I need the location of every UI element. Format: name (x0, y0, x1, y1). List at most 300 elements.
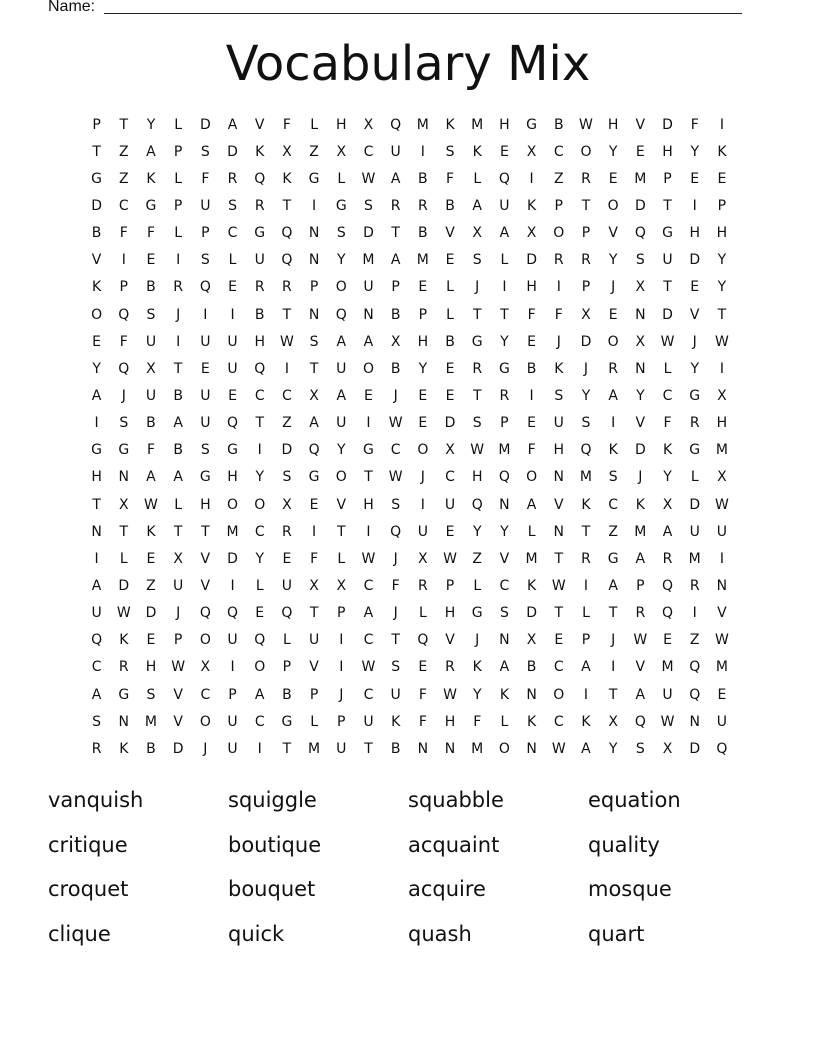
grid-letter: T (500, 306, 509, 323)
grid-letter: R (689, 577, 700, 594)
grid-letter: E (690, 279, 700, 296)
grid-letter: T (337, 523, 346, 540)
grid-letter: V (309, 659, 319, 676)
grid-letter: G (91, 170, 103, 187)
word-list-row (48, 912, 768, 957)
grid-letter: K (608, 442, 618, 459)
grid-letter: V (254, 116, 265, 133)
grid-letter: A (390, 252, 401, 269)
grid-letter: W (361, 659, 376, 676)
grid-letter: W (171, 659, 186, 676)
grid-letter: Y (690, 360, 699, 377)
grid-letter: B (526, 360, 537, 377)
grid-letter: K (445, 116, 455, 133)
grid-letter: R (581, 550, 591, 567)
grid-row (83, 301, 736, 328)
word-list-item: squiggle (228, 788, 317, 813)
grid-letter: V (173, 713, 183, 730)
grid-letter: V (336, 496, 347, 513)
word-search-grid (83, 111, 736, 762)
grid-letter: C (553, 659, 564, 676)
grid-letter: U (227, 740, 238, 757)
grid-letter: Q (662, 577, 674, 594)
grid-letter: P (636, 577, 645, 594)
grid-letter: S (92, 713, 102, 730)
grid-letter: N (308, 252, 320, 269)
grid-letter: R (282, 279, 292, 296)
grid-letter: Z (553, 170, 564, 187)
grid-letter: Y (581, 387, 591, 404)
grid-letter: D (118, 577, 130, 594)
grid-letter: I (257, 442, 262, 459)
grid-letter: I (176, 252, 181, 269)
grid-letter: C (662, 387, 673, 404)
grid-row (83, 681, 736, 708)
grid-letter: L (174, 496, 183, 513)
grid-letter: K (635, 496, 645, 513)
grid-letter: X (309, 387, 319, 404)
grid-letter: M (416, 252, 429, 269)
grid-letter: Z (118, 143, 129, 160)
grid-letter: T (309, 360, 319, 377)
grid-letter: L (310, 713, 318, 730)
grid-letter: H (553, 442, 565, 459)
grid-letter: A (472, 197, 482, 214)
grid-letter: S (336, 225, 346, 242)
grid-letter: H (336, 116, 347, 133)
word-list-item: croquet (48, 877, 129, 902)
grid-letter: I (719, 116, 724, 133)
grid-letter: K (527, 197, 537, 214)
grid-letter: U (689, 523, 700, 540)
grid-letter: E (717, 170, 727, 187)
grid-letter: U (363, 713, 374, 730)
grid-letter: P (282, 659, 292, 676)
grid-letter: C (282, 387, 292, 404)
grid-letter: K (554, 360, 564, 377)
grid-letter: S (499, 605, 509, 622)
grid-letter: U (390, 686, 401, 703)
grid-letter: T (608, 686, 618, 703)
grid-letter: V (445, 225, 455, 242)
grid-letter: M (525, 550, 538, 567)
grid-letter: T (173, 523, 183, 540)
grid-letter: A (91, 686, 102, 703)
grid-letter: X (282, 496, 292, 513)
grid-letter: Y (255, 550, 264, 567)
grid-letter: W (551, 740, 566, 757)
grid-letter: P (337, 713, 346, 730)
word-list-item: boutique (228, 832, 322, 857)
grid-letter: E (309, 496, 319, 513)
grid-letter: J (638, 469, 643, 486)
grid-letter: B (390, 306, 401, 323)
grid-letter: J (420, 469, 425, 486)
grid-letter: T (119, 523, 129, 540)
grid-letter: K (717, 143, 727, 160)
grid-letter: I (611, 659, 616, 676)
grid-letter: U (200, 333, 211, 350)
grid-letter: Y (146, 116, 156, 133)
grid-letter: L (446, 306, 454, 323)
grid-letter: G (471, 333, 483, 350)
grid-letter: L (255, 577, 264, 594)
grid-letter: A (635, 550, 646, 567)
grid-letter: A (581, 740, 591, 757)
grid-letter: I (366, 523, 371, 540)
word-list-item: quash (408, 921, 472, 946)
grid-letter: X (526, 632, 537, 649)
grid-letter: N (417, 740, 429, 757)
grid-letter: U (227, 333, 238, 350)
grid-letter: V (635, 659, 646, 676)
grid-letter: T (391, 225, 400, 242)
grid-letter: U (281, 577, 293, 594)
grid-letter: I (529, 170, 534, 187)
grid-letter: E (445, 360, 455, 377)
grid-letter: U (662, 686, 673, 703)
grid-letter: A (662, 523, 673, 540)
grid-letter: G (526, 116, 538, 133)
grid-letter: A (608, 577, 618, 594)
grid-letter: X (635, 333, 646, 350)
grid-letter: E (690, 170, 700, 187)
grid-letter: A (227, 116, 238, 133)
grid-letter: S (200, 252, 210, 269)
grid-letter: X (200, 659, 211, 676)
grid-letter: R (227, 170, 238, 187)
grid-letter: I (366, 415, 371, 432)
grid-letter: P (554, 197, 563, 214)
grid-letter: B (445, 333, 455, 350)
grid-letter: Q (254, 632, 266, 649)
grid-letter: Q (281, 605, 293, 622)
grid-letter: I (420, 143, 425, 160)
grid-letter: O (91, 306, 103, 323)
grid-letter: R (581, 252, 591, 269)
grid-letter: M (661, 659, 674, 676)
grid-letter: T (663, 197, 672, 214)
grid-letter: R (390, 197, 401, 214)
grid-letter: K (499, 686, 509, 703)
grid-letter: Q (227, 415, 239, 432)
grid-letter: O (199, 632, 211, 649)
grid-letter: W (660, 333, 675, 350)
grid-letter: W (443, 550, 457, 567)
grid-letter: U (145, 333, 157, 350)
grid-letter: N (308, 225, 320, 242)
grid-letter: R (553, 252, 564, 269)
grid-letter: B (91, 225, 102, 242)
grid-letter: R (445, 659, 455, 676)
grid-letter: U (363, 279, 374, 296)
grid-letter: T (663, 279, 672, 296)
grid-letter: Y (337, 252, 346, 269)
grid-letter: L (228, 252, 237, 269)
grid-letter: B (173, 442, 183, 459)
grid-letter: M (634, 523, 647, 540)
grid-letter: K (527, 577, 537, 594)
grid-letter: T (309, 605, 319, 622)
grid-letter: H (145, 659, 157, 676)
grid-letter: G (118, 442, 130, 459)
grid-letter: U (227, 713, 238, 730)
grid-letter: T (282, 197, 292, 214)
grid-letter: I (230, 659, 235, 676)
grid-letter: D (444, 415, 456, 432)
grid-letter: J (583, 360, 589, 377)
grid-letter: F (473, 713, 482, 730)
grid-letter: P (119, 279, 128, 296)
grid-letter: A (91, 577, 102, 594)
word-list-row (48, 867, 768, 912)
word-list-item: quart (588, 921, 645, 946)
grid-letter: I (312, 523, 317, 540)
grid-letter: A (363, 605, 374, 622)
grid-row (83, 382, 736, 409)
grid-letter: I (529, 387, 534, 404)
grid-letter: A (499, 225, 510, 242)
grid-letter: C (91, 659, 102, 676)
grid-letter: F (418, 713, 427, 730)
grid-letter: Y (608, 252, 618, 269)
grid-letter: N (308, 306, 320, 323)
grid-letter: I (257, 740, 262, 757)
word-list-row (48, 778, 768, 823)
grid-row (83, 518, 736, 545)
grid-letter: Q (199, 605, 211, 622)
grid-letter: O (227, 496, 239, 513)
grid-letter: C (445, 469, 455, 486)
grid-letter: F (282, 116, 291, 133)
grid-letter: M (715, 442, 728, 459)
grid-letter: S (608, 469, 618, 486)
grid-letter: Y (717, 279, 727, 296)
grid-letter: G (199, 469, 211, 486)
grid-letter: P (581, 225, 591, 242)
grid-letter: E (445, 523, 455, 540)
grid-letter: E (255, 605, 265, 622)
grid-letter: X (309, 577, 319, 594)
grid-letter: N (553, 469, 565, 486)
grid-letter: W (714, 632, 729, 649)
grid-letter: T (472, 387, 482, 404)
grid-letter: I (121, 252, 126, 269)
grid-letter: Y (255, 469, 264, 486)
grid-letter: D (526, 252, 537, 269)
grid-letter: K (527, 713, 537, 730)
grid-letter: J (556, 333, 561, 350)
grid-letter: N (444, 740, 456, 757)
grid-letter: N (91, 523, 102, 540)
grid-letter: G (254, 225, 266, 242)
grid-letter: L (690, 469, 699, 486)
grid-letter: C (118, 197, 129, 214)
grid-letter: W (361, 170, 376, 187)
grid-letter: J (203, 740, 208, 757)
grid-letter: V (445, 632, 455, 649)
grid-letter: Q (417, 632, 429, 649)
grid-letter: I (339, 659, 344, 676)
grid-letter: D (662, 116, 673, 133)
grid-letter: D (634, 197, 646, 214)
grid-letter: D (634, 442, 646, 459)
grid-letter: G (227, 442, 238, 459)
word-list-item: critique (48, 832, 128, 857)
grid-letter: N (635, 306, 646, 323)
grid-letter: C (390, 442, 401, 459)
grid-letter: C (363, 632, 374, 649)
grid-letter: W (714, 333, 729, 350)
grid-letter: U (308, 632, 320, 649)
grid-letter: T (554, 605, 564, 622)
grid-letter: O (362, 360, 374, 377)
grid-letter: E (364, 387, 373, 404)
grid-letter: I (556, 279, 561, 296)
grid-letter: N (499, 496, 510, 513)
grid-letter: A (91, 387, 102, 404)
grid-letter: Q (390, 523, 402, 540)
grid-letter: S (391, 659, 401, 676)
grid-letter: K (119, 632, 129, 649)
grid-letter: S (581, 415, 591, 432)
grid-letter: S (146, 306, 156, 323)
grid-letter: J (692, 333, 697, 350)
grid-letter: P (173, 632, 183, 649)
word-list-row (48, 823, 768, 868)
grid-letter: I (420, 496, 425, 513)
grid-letter: K (662, 442, 673, 459)
word-list-item: vanquish (48, 788, 144, 813)
grid-letter: H (471, 469, 483, 486)
grid-letter: Z (118, 170, 129, 187)
grid-letter: E (445, 387, 455, 404)
grid-letter: V (717, 605, 727, 622)
grid-letter: P (173, 143, 183, 160)
grid-letter: U (390, 143, 401, 160)
grid-letter: S (228, 197, 237, 214)
grid-letter: T (92, 496, 101, 513)
grid-letter: L (418, 605, 427, 622)
grid-letter: P (309, 279, 319, 296)
grid-letter: X (336, 577, 347, 594)
grid-letter: G (689, 442, 701, 459)
grid-letter: E (146, 632, 156, 649)
grid-letter: A (635, 686, 646, 703)
grid-letter: O (553, 225, 565, 242)
grid-letter: K (581, 713, 591, 730)
grid-letter: B (390, 360, 401, 377)
grid-letter: C (363, 577, 374, 594)
grid-letter: C (499, 577, 510, 594)
grid-row (83, 708, 736, 735)
grid-letter: A (173, 415, 183, 432)
grid-letter: A (173, 469, 183, 486)
grid-letter: Y (608, 740, 618, 757)
grid-letter: Z (309, 143, 319, 160)
grid-letter: D (172, 740, 184, 757)
grid-letter: D (145, 605, 157, 622)
grid-row (83, 735, 736, 762)
grid-letter: P (173, 197, 183, 214)
grid-letter: U (227, 632, 238, 649)
grid-letter: B (553, 116, 564, 133)
grid-letter: A (336, 333, 347, 350)
grid-letter: D (199, 116, 211, 133)
grid-letter: P (228, 686, 237, 703)
grid-letter: Y (418, 360, 428, 377)
grid-letter: B (390, 740, 401, 757)
grid-letter: P (581, 279, 591, 296)
grid-letter: Q (716, 740, 728, 757)
grid-letter: A (581, 659, 591, 676)
grid-letter: S (200, 143, 210, 160)
grid-letter: J (121, 387, 126, 404)
grid-letter: C (227, 225, 238, 242)
grid-letter: X (146, 360, 156, 377)
grid-letter: D (363, 225, 374, 242)
grid-letter: W (443, 686, 457, 703)
grid-letter: F (690, 116, 699, 133)
grid-letter: W (714, 496, 729, 513)
grid-letter: H (499, 116, 510, 133)
grid-letter: E (527, 415, 537, 432)
grid-letter: P (418, 306, 428, 323)
grid-letter: Y (663, 469, 672, 486)
grid-row (83, 138, 736, 165)
grid-letter: R (417, 197, 428, 214)
grid-letter: A (336, 387, 347, 404)
grid-letter: L (283, 632, 291, 649)
grid-letter: U (336, 740, 347, 757)
grid-row (83, 355, 736, 382)
grid-letter: A (526, 496, 537, 513)
grid-letter: Z (146, 577, 156, 594)
grid-letter: T (717, 306, 727, 323)
grid-letter: N (499, 632, 510, 649)
grid-letter: Q (118, 360, 130, 377)
grid-letter: K (472, 659, 482, 676)
word-list-item: acquaint (408, 832, 500, 857)
grid-letter: W (633, 632, 648, 649)
grid-letter: Q (335, 306, 347, 323)
grid-letter: T (201, 523, 210, 540)
grid-letter: O (335, 279, 347, 296)
grid-letter: C (363, 686, 374, 703)
grid-letter: V (635, 415, 646, 432)
grid-letter: Q (118, 306, 130, 323)
grid-letter: O (607, 333, 619, 350)
grid-letter: R (581, 170, 591, 187)
grid-letter: W (279, 333, 294, 350)
grid-letter: X (418, 550, 428, 567)
word-list-item: equation (588, 788, 681, 813)
grid-letter: F (391, 577, 400, 594)
grid-letter: I (230, 306, 235, 323)
grid-letter: X (662, 740, 673, 757)
grid-row (83, 274, 736, 301)
word-list-item: clique (48, 921, 111, 946)
grid-letter: K (146, 170, 156, 187)
name-field[interactable] (48, 0, 742, 17)
grid-letter: H (254, 333, 265, 350)
grid-letter: G (145, 197, 157, 214)
grid-letter: L (527, 523, 536, 540)
page-title: Vocabulary Mix (225, 36, 591, 92)
grid-letter: U (200, 415, 211, 432)
grid-letter: J (176, 605, 181, 622)
grid-letter: B (254, 306, 265, 323)
